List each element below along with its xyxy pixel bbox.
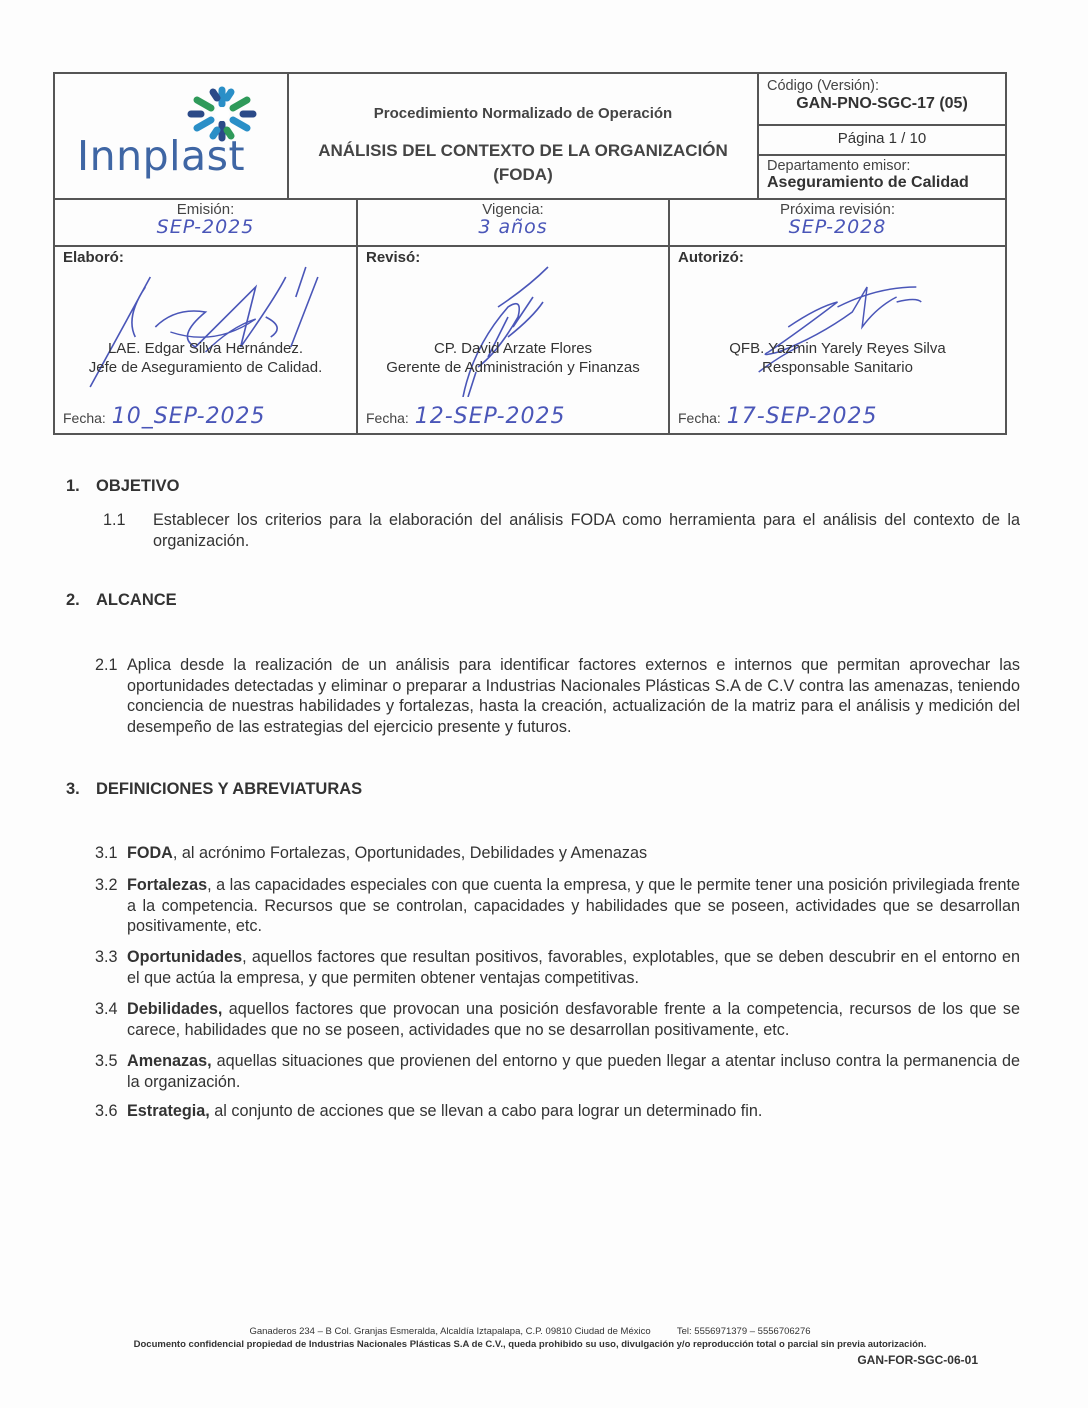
signature-date: [63, 404, 266, 429]
definition-text: , a las capacidades especiales con que cuenta la empresa, y que le permite tener una posición privilegiada frente a la competencia. Recursos que se controlan, capacidades y habilidades que se poseen, actividades que se desarrollan positivamente, etc.: [127, 876, 1020, 935]
definition-text: , al acrónimo Fortalezas, Oportunidades, Debilidades y Amenazas: [172, 844, 648, 862]
definition-3-5: [95, 1051, 1020, 1092]
emission-label: Emisión:: [176, 201, 235, 218]
item-number: 3.2: [95, 876, 118, 894]
footer-form-code: GAN-FOR-SGC-06-01: [857, 1353, 978, 1367]
document-title: [318, 139, 728, 187]
logo-wordmark: Innplast: [77, 132, 246, 180]
footer-confidential-notice: Documento confidencial propiedad de Industrias Nacionales Plásticas S.A de C.V., queda prohibido su uso, divulgación y/o reproducción total o parcial sin previa autorización.: [133, 1339, 927, 1350]
section-number: 1.: [66, 477, 80, 495]
section-title: ALCANCE: [96, 591, 177, 609]
document-title-line2: (FODA): [493, 165, 553, 184]
signature-block-reviewed: [358, 247, 670, 433]
date-value: 17-SEP-2025: [726, 404, 878, 429]
section-number: 3.: [66, 780, 80, 798]
validity-label: Vigencia:: [482, 201, 544, 218]
item-number: 1.1: [103, 511, 126, 529]
definition-term: Oportunidades: [127, 948, 243, 966]
department-label: Departamento emisor:: [767, 158, 911, 174]
next-review-value: SEP-2028: [788, 216, 887, 238]
page-indicator: Página 1 / 10: [759, 126, 1005, 156]
paragraph-1-1: [103, 510, 1020, 551]
date-value: 10_SEP-2025: [111, 404, 266, 429]
item-number: 3.4: [95, 1000, 118, 1018]
item-number: 3.1: [95, 844, 118, 862]
item-number: 2.1: [95, 656, 118, 674]
section-title: DEFINICIONES Y ABREVIATURAS: [96, 780, 363, 798]
code-label: Código (Versión):: [767, 78, 880, 94]
validity-value: 3 años: [478, 216, 548, 238]
item-number: 3.6: [95, 1102, 118, 1120]
document-header-table: [53, 72, 1007, 435]
signature-role: Elaboró:: [63, 249, 124, 266]
signer-name: QFB. Yazmin Yarely Reyes Silva: [729, 340, 946, 357]
footer-address: Ganaderos 234 – B Col. Granjas Esmeralda, Alcaldía Iztapalapa, C.P. 09810 Ciudad de México Tel: 5556971379 – 5556706276: [249, 1326, 811, 1337]
next-review-cell: [670, 200, 1005, 245]
signer-title: Gerente de Administración y Finanzas: [386, 359, 640, 376]
section-number: 2.: [66, 591, 80, 609]
section-heading-objetivo: [66, 477, 179, 496]
document-code: GAN-PNO-SGC-17 (05): [796, 95, 968, 112]
item-text: Aplica desde la realización de un análisis para identificar factores externos e internos que permitan aprovechar las oportunidades detectadas y eliminar o preparar a Industrias Nacionales Plásticas S.A de C.V contra las amenazas, teniendo conciencia de nuestras habilidades y fortalezas, hasta la creación, actualización de la matriz para el análisis y medición del desempeño de las estrategias del ejercicio presente y futuros.: [127, 656, 1020, 736]
item-number: 3.3: [95, 948, 118, 966]
definition-3-2: [95, 875, 1020, 937]
paragraph-2-1: [95, 655, 1020, 737]
date-label: Fecha:: [366, 410, 409, 426]
date-label: Fecha:: [63, 410, 106, 426]
date-label: Fecha:: [678, 410, 721, 426]
definition-term: Estrategia,: [127, 1102, 210, 1120]
signer-title: Jefe de Aseguramiento de Calidad.: [88, 359, 323, 376]
definition-term: Fortalezas: [127, 876, 208, 894]
emission-value: SEP-2025: [156, 216, 255, 238]
validity-cell: [358, 200, 670, 245]
signature-role: Revisó:: [366, 249, 421, 266]
definition-text: aquellas situaciones que provienen del entorno y que pueden llegar a atentar incluso contra la permanencia de la organización.: [127, 1052, 1020, 1091]
definition-text: aquellos factores que provocan una posición desfavorable frente a la competencia, recursos de los que se carece, habilidades que no se poseen, actividades que no se desarrollan positivamente, etc.: [127, 1000, 1020, 1039]
signature-block-authorized: [670, 247, 1005, 433]
definition-3-1: [95, 843, 1020, 864]
definition-3-4: [95, 999, 1020, 1040]
definition-term: Amenazas,: [127, 1052, 212, 1070]
document-title-line1: ANÁLISIS DEL CONTEXTO DE LA ORGANIZACIÓN: [318, 141, 728, 160]
signature-role: Autorizó:: [678, 249, 744, 266]
date-value: 12-SEP-2025: [414, 404, 566, 429]
definition-text: al conjunto de acciones que se llevan a cabo para lograr un determinado fin.: [209, 1102, 763, 1120]
company-logo: [55, 74, 289, 198]
signer-name: LAE. Edgar Silva Hernández.: [107, 340, 304, 357]
definition-term: Debilidades,: [127, 1000, 223, 1018]
signature-date: [678, 404, 878, 429]
definition-3-6: [95, 1101, 1020, 1122]
signature-block-prepared: [55, 247, 358, 433]
definition-3-3: [95, 947, 1020, 988]
department-value: Aseguramiento de Calidad: [767, 174, 969, 191]
signer-title: Responsable Sanitario: [762, 359, 913, 376]
section-heading-alcance: [66, 591, 177, 610]
next-review-label: Próxima revisión:: [779, 201, 896, 218]
definition-term: FODA: [127, 844, 173, 862]
item-text: Establecer los criterios para la elaboración del análisis FODA como herramienta para el análisis del contexto de la organización.: [153, 511, 1020, 550]
signature-date: [366, 404, 566, 429]
procedure-label: Procedimiento Normalizado de Operación: [373, 105, 673, 122]
section-title: OBJETIVO: [96, 477, 180, 495]
emission-cell: [55, 200, 358, 245]
section-heading-definiciones: [66, 780, 362, 799]
item-number: 3.5: [95, 1052, 118, 1070]
definition-text: , aquellos factores que resultan positivos, favorables, explotables, que se deben descubrir en el entorno en el que actúa la empresa, y que permiten obtener ventajas competitivas.: [127, 948, 1020, 987]
signer-name: CP. David Arzate Flores: [433, 340, 593, 357]
